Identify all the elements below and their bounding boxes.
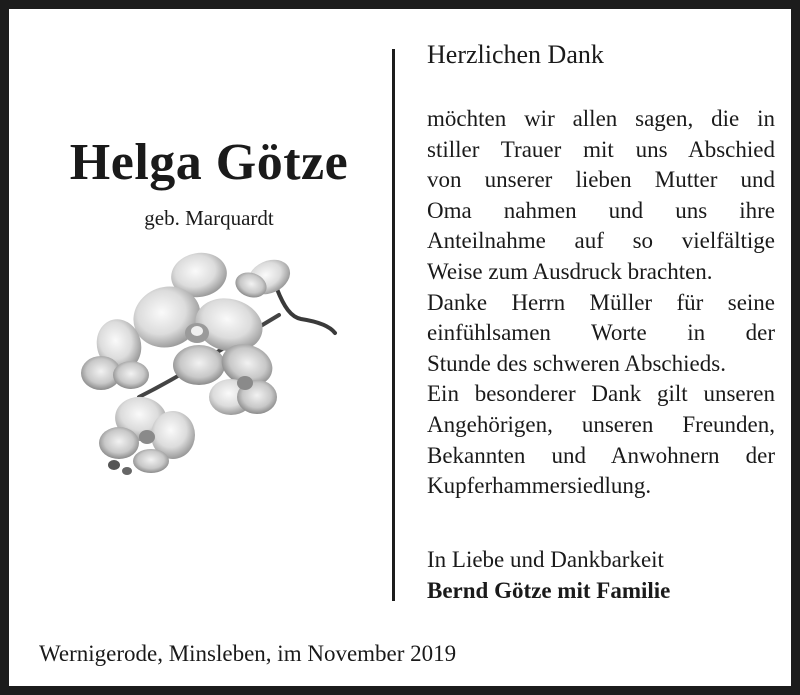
body-line: Anteilnahme auf so vielfältige [427,228,775,254]
thanks-heading: Herzlichen Dank [427,40,604,69]
body-line: Weise zum Ausdruck brachten. [427,258,713,284]
maiden-name: geb. Marquardt [144,206,274,230]
orchid-image [79,247,349,477]
body-line: stiller Trauer mit uns Abschied [427,136,775,162]
body-line: Stunde des schweren Abschieds. [427,350,726,376]
body-line: Ein besonderer Dank gilt unseren [427,381,775,407]
body-line: Bekannten und Anwohnern der [427,442,775,468]
body-line: von unserer lieben Mutter und [427,167,775,193]
place-date: Wernigerode, Minsleben, im November 2019 [39,641,457,666]
body-line: einfühlsamen Worte in der [427,320,775,346]
body-line: Danke Herrn Müller für seine [427,289,775,315]
signature: Bernd Götze mit Familie [427,578,671,603]
thanks-body [427,104,775,502]
body-line: Angehörigen, unseren Freunden, [427,411,775,437]
body-line: Oma nahmen und uns ihre [427,197,775,223]
closing-phrase: In Liebe und Dankbarkeit [427,547,664,572]
deceased-name: Helga Götze [69,134,349,191]
body-line: möchten wir allen sagen, die in [427,106,775,131]
vertical-divider [392,49,395,601]
body-line: Kupferhammersiedlung. [427,473,652,499]
